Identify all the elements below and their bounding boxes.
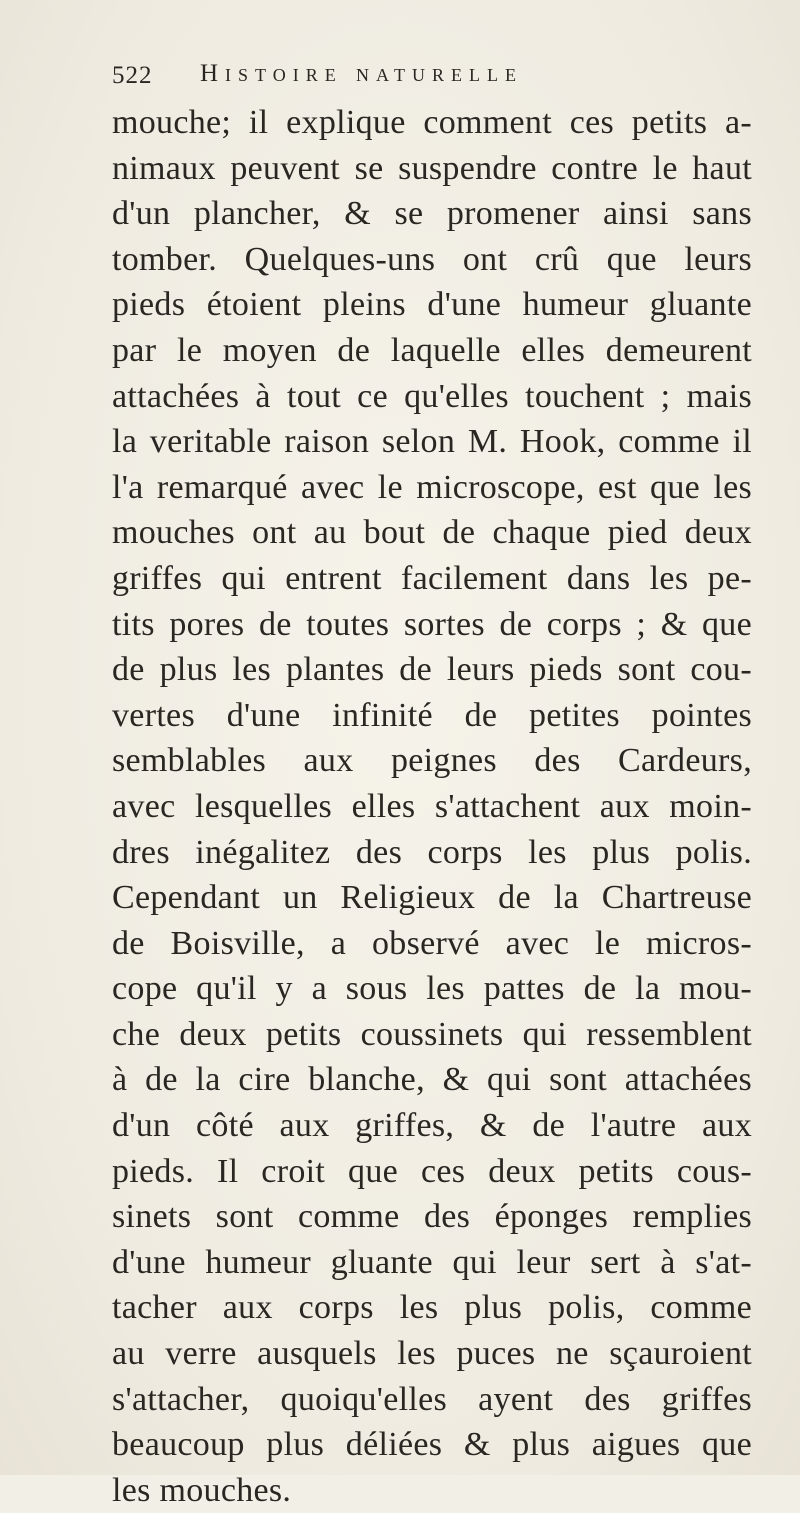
text-line: la veritable raison selon M. Hook, comme il	[112, 423, 752, 461]
text-line: attachées à tout ce qu'elles touchent ; mais	[112, 377, 752, 415]
running-head	[112, 60, 702, 98]
text-line: par le moyen de laquelle elles demeurent	[112, 331, 752, 369]
text-line: pieds étoient pleins d'une humeur gluante	[112, 286, 752, 324]
text-line: griffes qui entrent facilement dans les pe-	[112, 559, 752, 597]
text-line: pieds. Il croit que ces deux petits cous-	[112, 1152, 752, 1190]
text-line: tacher aux corps les plus polis, comme	[112, 1289, 752, 1327]
text-line: che deux petits coussinets qui ressemblent	[112, 1015, 752, 1053]
text-line: mouche; il explique comment ces petits a-	[112, 104, 752, 141]
text-line: sinets sont comme des éponges remplies	[112, 1198, 752, 1236]
running-title: Histoire naturelle	[200, 60, 523, 87]
text-line: tits pores de toutes sortes de corps ; & que	[112, 605, 752, 643]
page-number: 522	[112, 62, 153, 89]
text-line: vertes d'une infinité de petites pointes	[112, 696, 752, 734]
text-line: à de la cire blanche, & qui sont attachées	[112, 1061, 752, 1099]
text-line: nimaux peuvent se suspendre contre le haut	[112, 149, 752, 187]
text-line: de plus les plantes de leurs pieds sont cou-	[112, 651, 752, 689]
text-line: les mouches.	[112, 1471, 292, 1509]
text-line: cope qu'il y a sous les pattes de la mou-	[112, 970, 752, 1008]
text-line: dres inégalitez des corps les plus polis.	[112, 833, 752, 871]
text-line: de Boisville, a observé avec le micros-	[112, 924, 752, 962]
text-line: beaucoup plus déliées & plus aigues que	[112, 1426, 752, 1464]
body-text	[112, 100, 752, 1513]
text-line: avec lesquelles elles s'attachent aux moin-	[112, 787, 752, 825]
text-line: mouches ont au bout de chaque pied deux	[112, 514, 752, 552]
text-line: l'a remarqué avec le microscope, est que les	[112, 468, 752, 506]
text-line: Cependant un Religieux de la Chartreuse	[112, 879, 752, 917]
text-line: s'attacher, quoiqu'elles ayent des griffes	[112, 1380, 752, 1418]
text-line: d'un côté aux griffes, & de l'autre aux	[112, 1107, 752, 1145]
text-line: semblables aux peignes des Cardeurs,	[112, 742, 752, 780]
text-line: tomber. Quelques-uns ont crû que leurs	[112, 240, 752, 278]
text-line: d'un plancher, & se promener ainsi sans	[112, 195, 752, 233]
text-line: d'une humeur gluante qui leur sert à s'at-	[112, 1243, 752, 1281]
text-line: au verre ausquels les puces ne sçauroient	[112, 1335, 752, 1373]
